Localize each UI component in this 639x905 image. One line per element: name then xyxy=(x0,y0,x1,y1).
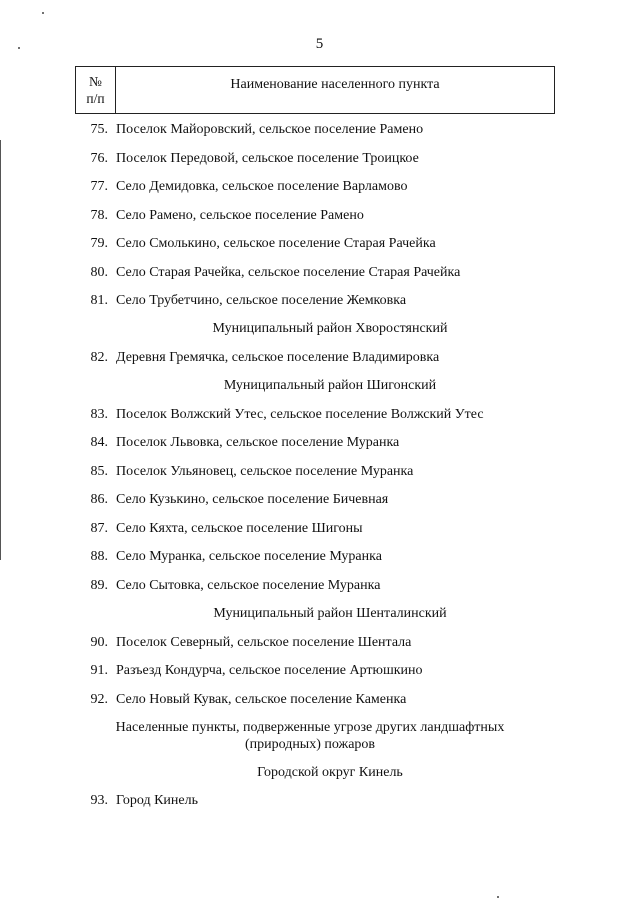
item-number: 76. xyxy=(90,151,108,166)
header-name-column: Наименование населенного пункта xyxy=(230,77,440,92)
item-text: Село Новый Кувак, сельское поселение Каменка xyxy=(116,692,407,707)
item-number: 77. xyxy=(90,179,108,194)
item-number: 86. xyxy=(90,492,108,507)
header-number-symbol: № xyxy=(89,74,102,89)
header-number-abbrev: п/п xyxy=(86,91,105,106)
item-number: 89. xyxy=(90,578,108,593)
item-text: Село Смолькино, сельское поселение Старая Рачейка xyxy=(116,236,436,251)
region-heading: Муниципальный район Хворостянский xyxy=(212,321,448,336)
item-text: Село Трубетчино, сельское поселение Жемковка xyxy=(116,293,407,308)
item-text: Село Старая Рачейка, сельское поселение Старая Рачейка xyxy=(116,265,461,280)
item-number: 93. xyxy=(90,793,108,808)
item-text: Город Кинель xyxy=(116,793,198,808)
item-text: Село Муранка, сельское поселение Муранка xyxy=(116,549,382,564)
page-number: 5 xyxy=(315,36,324,52)
item-number: 80. xyxy=(90,265,108,280)
item-text: Поселок Передовой, сельское поселение Троицкое xyxy=(116,151,419,166)
item-text: Село Демидовка, сельское поселение Варламово xyxy=(116,179,408,194)
region-heading: Муниципальный район Шигонский xyxy=(223,378,437,393)
item-text: Поселок Волжский Утес, сельское поселение Волжский Утес xyxy=(116,407,484,422)
item-number: 91. xyxy=(90,663,108,678)
section-heading-line: Населенные пункты, подверженные угрозе других ландшафтных xyxy=(115,720,505,735)
item-text: Село Кяхта, сельское поселение Шигоны xyxy=(116,521,363,536)
item-number: 83. xyxy=(90,407,108,422)
item-text: Поселок Майоровский, сельское поселение Рамено xyxy=(116,122,424,137)
item-number: 75. xyxy=(90,122,108,137)
item-text: Село Сытовка, сельское поселение Муранка xyxy=(116,578,381,593)
district-heading: Городской округ Кинель xyxy=(257,765,403,780)
item-text: Село Кузькино, сельское поселение Бичевная xyxy=(116,492,389,507)
item-number: 82. xyxy=(90,350,108,365)
item-number: 92. xyxy=(90,692,108,707)
section-heading-line: (природных) пожаров xyxy=(244,737,376,752)
item-number: 88. xyxy=(90,549,108,564)
item-text: Деревня Гремячка, сельское поселение Владимировка xyxy=(116,350,440,365)
item-number: 78. xyxy=(90,208,108,223)
section-heading xyxy=(60,719,560,753)
item-text: Поселок Ульяновец, сельское поселение Муранка xyxy=(116,464,414,479)
region-heading: Муниципальный район Шенталинский xyxy=(213,606,447,621)
item-number: 84. xyxy=(90,435,108,450)
item-text: Поселок Львовка, сельское поселение Муранка xyxy=(116,435,400,450)
item-number: 87. xyxy=(90,521,108,536)
item-text: Поселок Северный, сельское поселение Шентала xyxy=(116,635,412,650)
item-text: Разъезд Кондурча, сельское поселение Артюшкино xyxy=(116,663,423,678)
item-number: 85. xyxy=(90,464,108,479)
item-number: 90. xyxy=(90,635,108,650)
item-text: Село Рамено, сельское поселение Рамено xyxy=(116,208,364,223)
item-number: 79. xyxy=(90,236,108,251)
item-number: 81. xyxy=(90,293,108,308)
